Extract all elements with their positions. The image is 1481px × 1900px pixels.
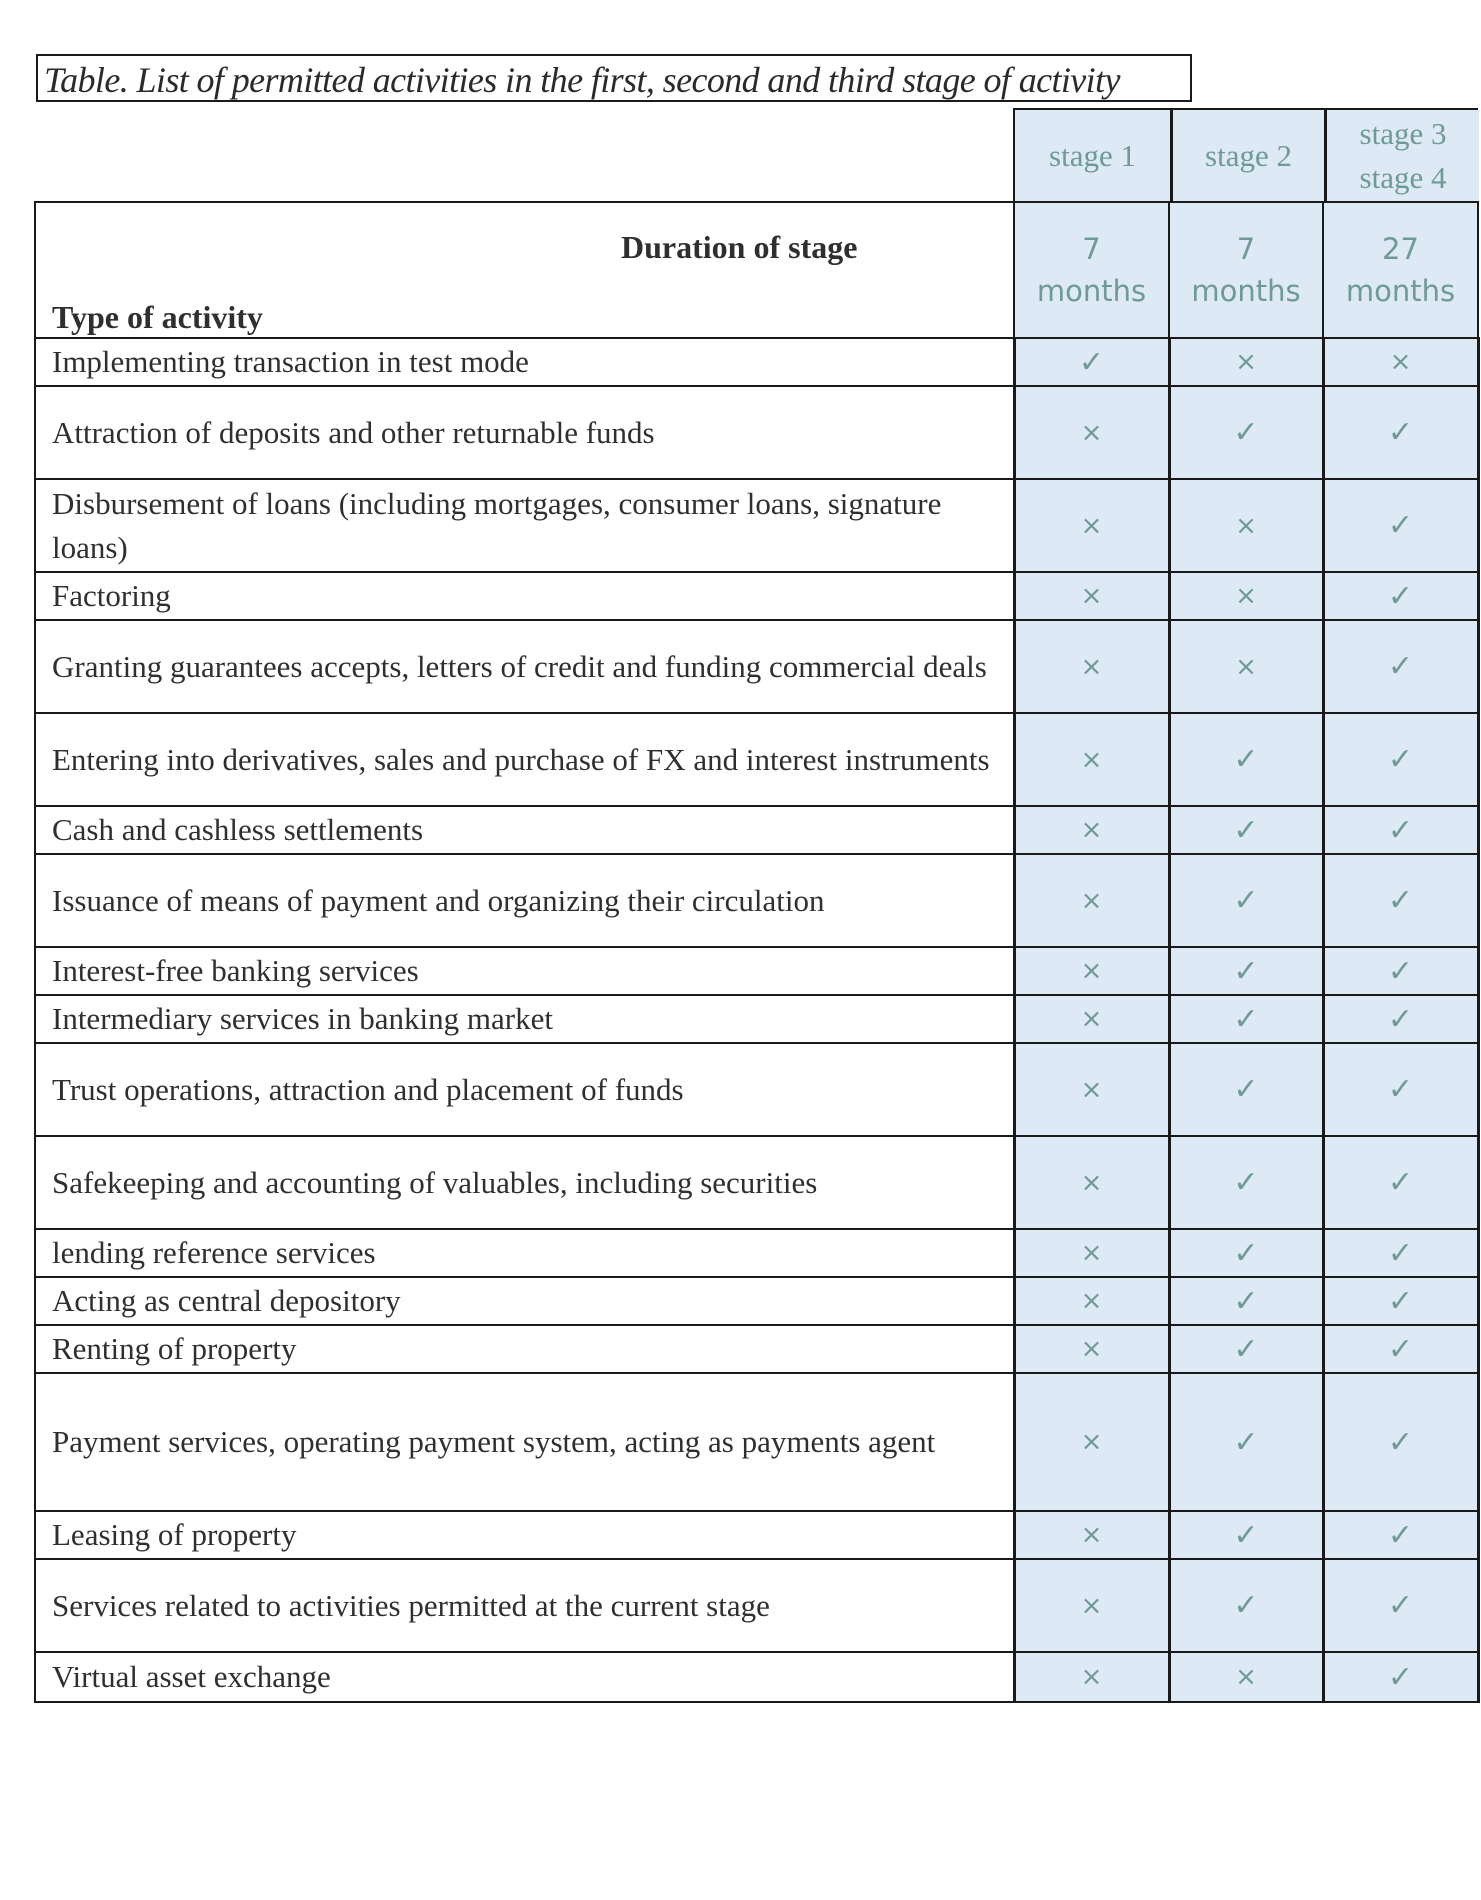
cross-icon: × [1080,581,1103,611]
cross-icon: × [1080,815,1103,845]
check-icon: ✓ [1233,1072,1259,1107]
check-icon: ✓ [1387,742,1414,777]
stage-3-permission-cell [1323,1277,1478,1325]
stage-2-permission-cell [1169,338,1323,386]
table-row [35,854,1478,947]
activity-label: Factoring [35,572,1014,620]
stage-3-4-header: stage 3 stage 4 [1324,110,1479,202]
stage-3-permission-cell [1323,338,1478,386]
activities-table [34,201,1480,1703]
stage-3-permission-cell [1323,572,1478,620]
stage-3-permission-cell [1323,1043,1478,1136]
stage-1-permission-cell [1014,1229,1169,1277]
stage-3-permission-cell [1323,386,1478,479]
stage-1-header: stage 1 [1015,110,1170,202]
stage-2-permission-cell [1169,713,1323,806]
activity-label: Leasing of property [35,1511,1014,1559]
table-row [35,1325,1478,1373]
activity-label: Renting of property [35,1325,1014,1373]
stage-2-duration: 7 months [1169,202,1323,338]
table-row [35,1043,1478,1136]
stage-2-permission-cell [1169,1277,1323,1325]
table-row [35,1559,1478,1652]
cross-icon: × [1080,1286,1103,1316]
stage-1-permission-cell [1014,572,1169,620]
activity-label: Issuance of means of payment and organizing their circulation [35,854,1014,947]
cross-icon: × [1080,1334,1103,1364]
stage-1-permission-cell [1014,1511,1169,1559]
check-icon: ✓ [1233,742,1259,777]
cross-icon: × [1080,1590,1103,1621]
duration-row [35,202,1478,338]
table-row [35,713,1478,806]
check-icon: ✓ [1233,1001,1259,1037]
activity-label: Intermediary services in banking market [35,995,1014,1043]
stage-3-permission-cell [1323,1325,1478,1373]
cross-icon: × [1080,510,1103,541]
table-row [35,947,1478,995]
activity-label: Granting guarantees accepts, letters of credit and funding commercial deals [35,620,1014,713]
table-row [35,1652,1478,1702]
check-icon: ✓ [1233,1165,1259,1200]
stage-2-permission-cell [1169,1652,1323,1702]
check-icon: ✓ [1387,1165,1414,1200]
stage-1-permission-cell [1014,338,1169,386]
stage-3-permission-cell [1323,1652,1478,1702]
check-icon: ✓ [1233,953,1259,989]
stage-2-permission-cell [1169,572,1323,620]
cross-icon: × [1080,1662,1103,1692]
stage-2-permission-cell [1169,620,1323,713]
stage-3-permission-cell [1323,479,1478,572]
stage-3-permission-cell [1323,995,1478,1043]
check-icon: ✓ [1233,1517,1259,1553]
cross-icon: × [1389,347,1412,377]
stage-1-permission-cell [1014,1373,1169,1511]
table-row [35,806,1478,854]
cross-icon: × [1080,885,1103,916]
stage-1-permission-cell [1014,713,1169,806]
stage-2-permission-cell [1169,479,1323,572]
table-row [35,995,1478,1043]
cross-icon: × [1080,1074,1103,1105]
check-icon: ✓ [1233,1283,1259,1319]
duration-title: Duration of stage [621,229,858,265]
stage-1-duration: 7 months [1014,202,1169,338]
activity-label: Services related to activities permitted at the current stage [35,1559,1014,1652]
cross-icon: × [1080,1004,1103,1034]
check-icon: ✓ [1387,1659,1414,1695]
activity-label: Acting as central depository [35,1277,1014,1325]
stage-1-permission-cell [1014,1652,1169,1702]
activity-label: Safekeeping and accounting of valuables, including securities [35,1136,1014,1229]
cross-icon: × [1080,651,1103,682]
stage-2-permission-cell [1169,1136,1323,1229]
cross-icon: × [1235,347,1257,377]
check-icon: ✓ [1233,415,1259,450]
activity-label: lending reference services [35,1229,1014,1277]
check-icon: ✓ [1387,1001,1414,1037]
stage-1-permission-cell [1014,1559,1169,1652]
activity-label: Trust operations, attraction and placement of funds [35,1043,1014,1136]
table-row [35,479,1478,572]
table-row [35,1511,1478,1559]
stage-3-permission-cell [1323,1373,1478,1511]
stage-1-permission-cell [1014,479,1169,572]
cross-icon: × [1080,1167,1103,1198]
stage-2-permission-cell [1169,1229,1323,1277]
stage-1-permission-cell [1014,854,1169,947]
check-icon: ✓ [1233,1588,1259,1623]
stage-1-permission-cell [1014,1136,1169,1229]
duration-header-cell [35,202,1014,338]
stage-2-permission-cell [1169,1325,1323,1373]
cross-icon: × [1080,956,1103,986]
cross-icon: × [1080,417,1103,448]
stage-3-permission-cell [1323,1136,1478,1229]
check-icon: ✓ [1233,883,1259,918]
stage-2-header: stage 2 [1170,110,1324,202]
check-icon: ✓ [1233,1424,1259,1460]
cross-icon: × [1235,1662,1257,1692]
cross-icon: × [1080,1238,1103,1268]
cross-icon: × [1235,581,1257,611]
stage-1-permission-cell [1014,947,1169,995]
stage-3-permission-cell [1323,713,1478,806]
cross-icon: × [1080,1520,1103,1550]
stage-2-permission-cell [1169,947,1323,995]
check-icon: ✓ [1078,344,1105,380]
check-icon: ✓ [1387,812,1414,848]
stage-3-permission-cell [1323,620,1478,713]
table-row [35,1136,1478,1229]
stage-1-permission-cell [1014,1043,1169,1136]
check-icon: ✓ [1387,1517,1414,1553]
stage-2-permission-cell [1169,1373,1323,1511]
stage-3-permission-cell [1323,1229,1478,1277]
check-icon: ✓ [1387,1283,1414,1319]
stage-3-permission-cell [1323,854,1478,947]
check-icon: ✓ [1387,883,1414,918]
stage-2-permission-cell [1169,386,1323,479]
cross-icon: × [1080,744,1103,775]
check-icon: ✓ [1387,508,1414,543]
stage-2-permission-cell [1169,1043,1323,1136]
check-icon: ✓ [1387,1072,1414,1107]
check-icon: ✓ [1387,578,1414,614]
stage-3-permission-cell [1323,806,1478,854]
table-row [35,1229,1478,1277]
stage-3-permission-cell [1323,1559,1478,1652]
stage-1-permission-cell [1014,386,1169,479]
activity-label: Attraction of deposits and other returnable funds [35,386,1014,479]
stage-1-permission-cell [1014,1277,1169,1325]
stage-1-permission-cell [1014,995,1169,1043]
check-icon: ✓ [1233,812,1259,848]
check-icon: ✓ [1387,1235,1414,1271]
stage-1-permission-cell [1014,1325,1169,1373]
stage-2-permission-cell [1169,995,1323,1043]
stage-3-permission-cell [1323,947,1478,995]
stage-header-row [1013,108,1478,202]
check-icon: ✓ [1387,649,1414,684]
activity-label: Payment services, operating payment system, acting as payments agent [35,1373,1014,1511]
cross-icon: × [1235,651,1257,682]
stage-2-permission-cell [1169,854,1323,947]
check-icon: ✓ [1387,953,1414,989]
stage-3-permission-cell [1323,1511,1478,1559]
check-icon: ✓ [1387,1331,1414,1367]
table-row [35,1277,1478,1325]
check-icon: ✓ [1233,1235,1259,1271]
stage-1-permission-cell [1014,620,1169,713]
stage-3-4-duration: 27 months [1323,202,1478,338]
stage-1-permission-cell [1014,806,1169,854]
type-of-activity-label: Type of activity [52,299,263,335]
activity-label: Cash and cashless settlements [35,806,1014,854]
activity-label: Implementing transaction in test mode [35,338,1014,386]
table-caption: Table. List of permitted activities in the first, second and third stage of activity [36,54,1192,102]
check-icon: ✓ [1233,1331,1259,1367]
activity-label: Virtual asset exchange [35,1652,1014,1702]
check-icon: ✓ [1387,1588,1414,1623]
stage-2-permission-cell [1169,1511,1323,1559]
stage-2-permission-cell [1169,1559,1323,1652]
activity-label: Disbursement of loans (including mortgages, consumer loans, signature loans) [35,479,1014,572]
check-icon: ✓ [1387,1424,1414,1460]
table-row [35,386,1478,479]
activity-label: Interest-free banking services [35,947,1014,995]
check-icon: ✓ [1387,415,1414,450]
cross-icon: × [1080,1427,1103,1457]
table-row [35,572,1478,620]
table-row [35,1373,1478,1511]
table-row [35,338,1478,386]
activity-label: Entering into derivatives, sales and purchase of FX and interest instruments [35,713,1014,806]
stage-2-permission-cell [1169,806,1323,854]
cross-icon: × [1235,510,1257,541]
table-row [35,620,1478,713]
